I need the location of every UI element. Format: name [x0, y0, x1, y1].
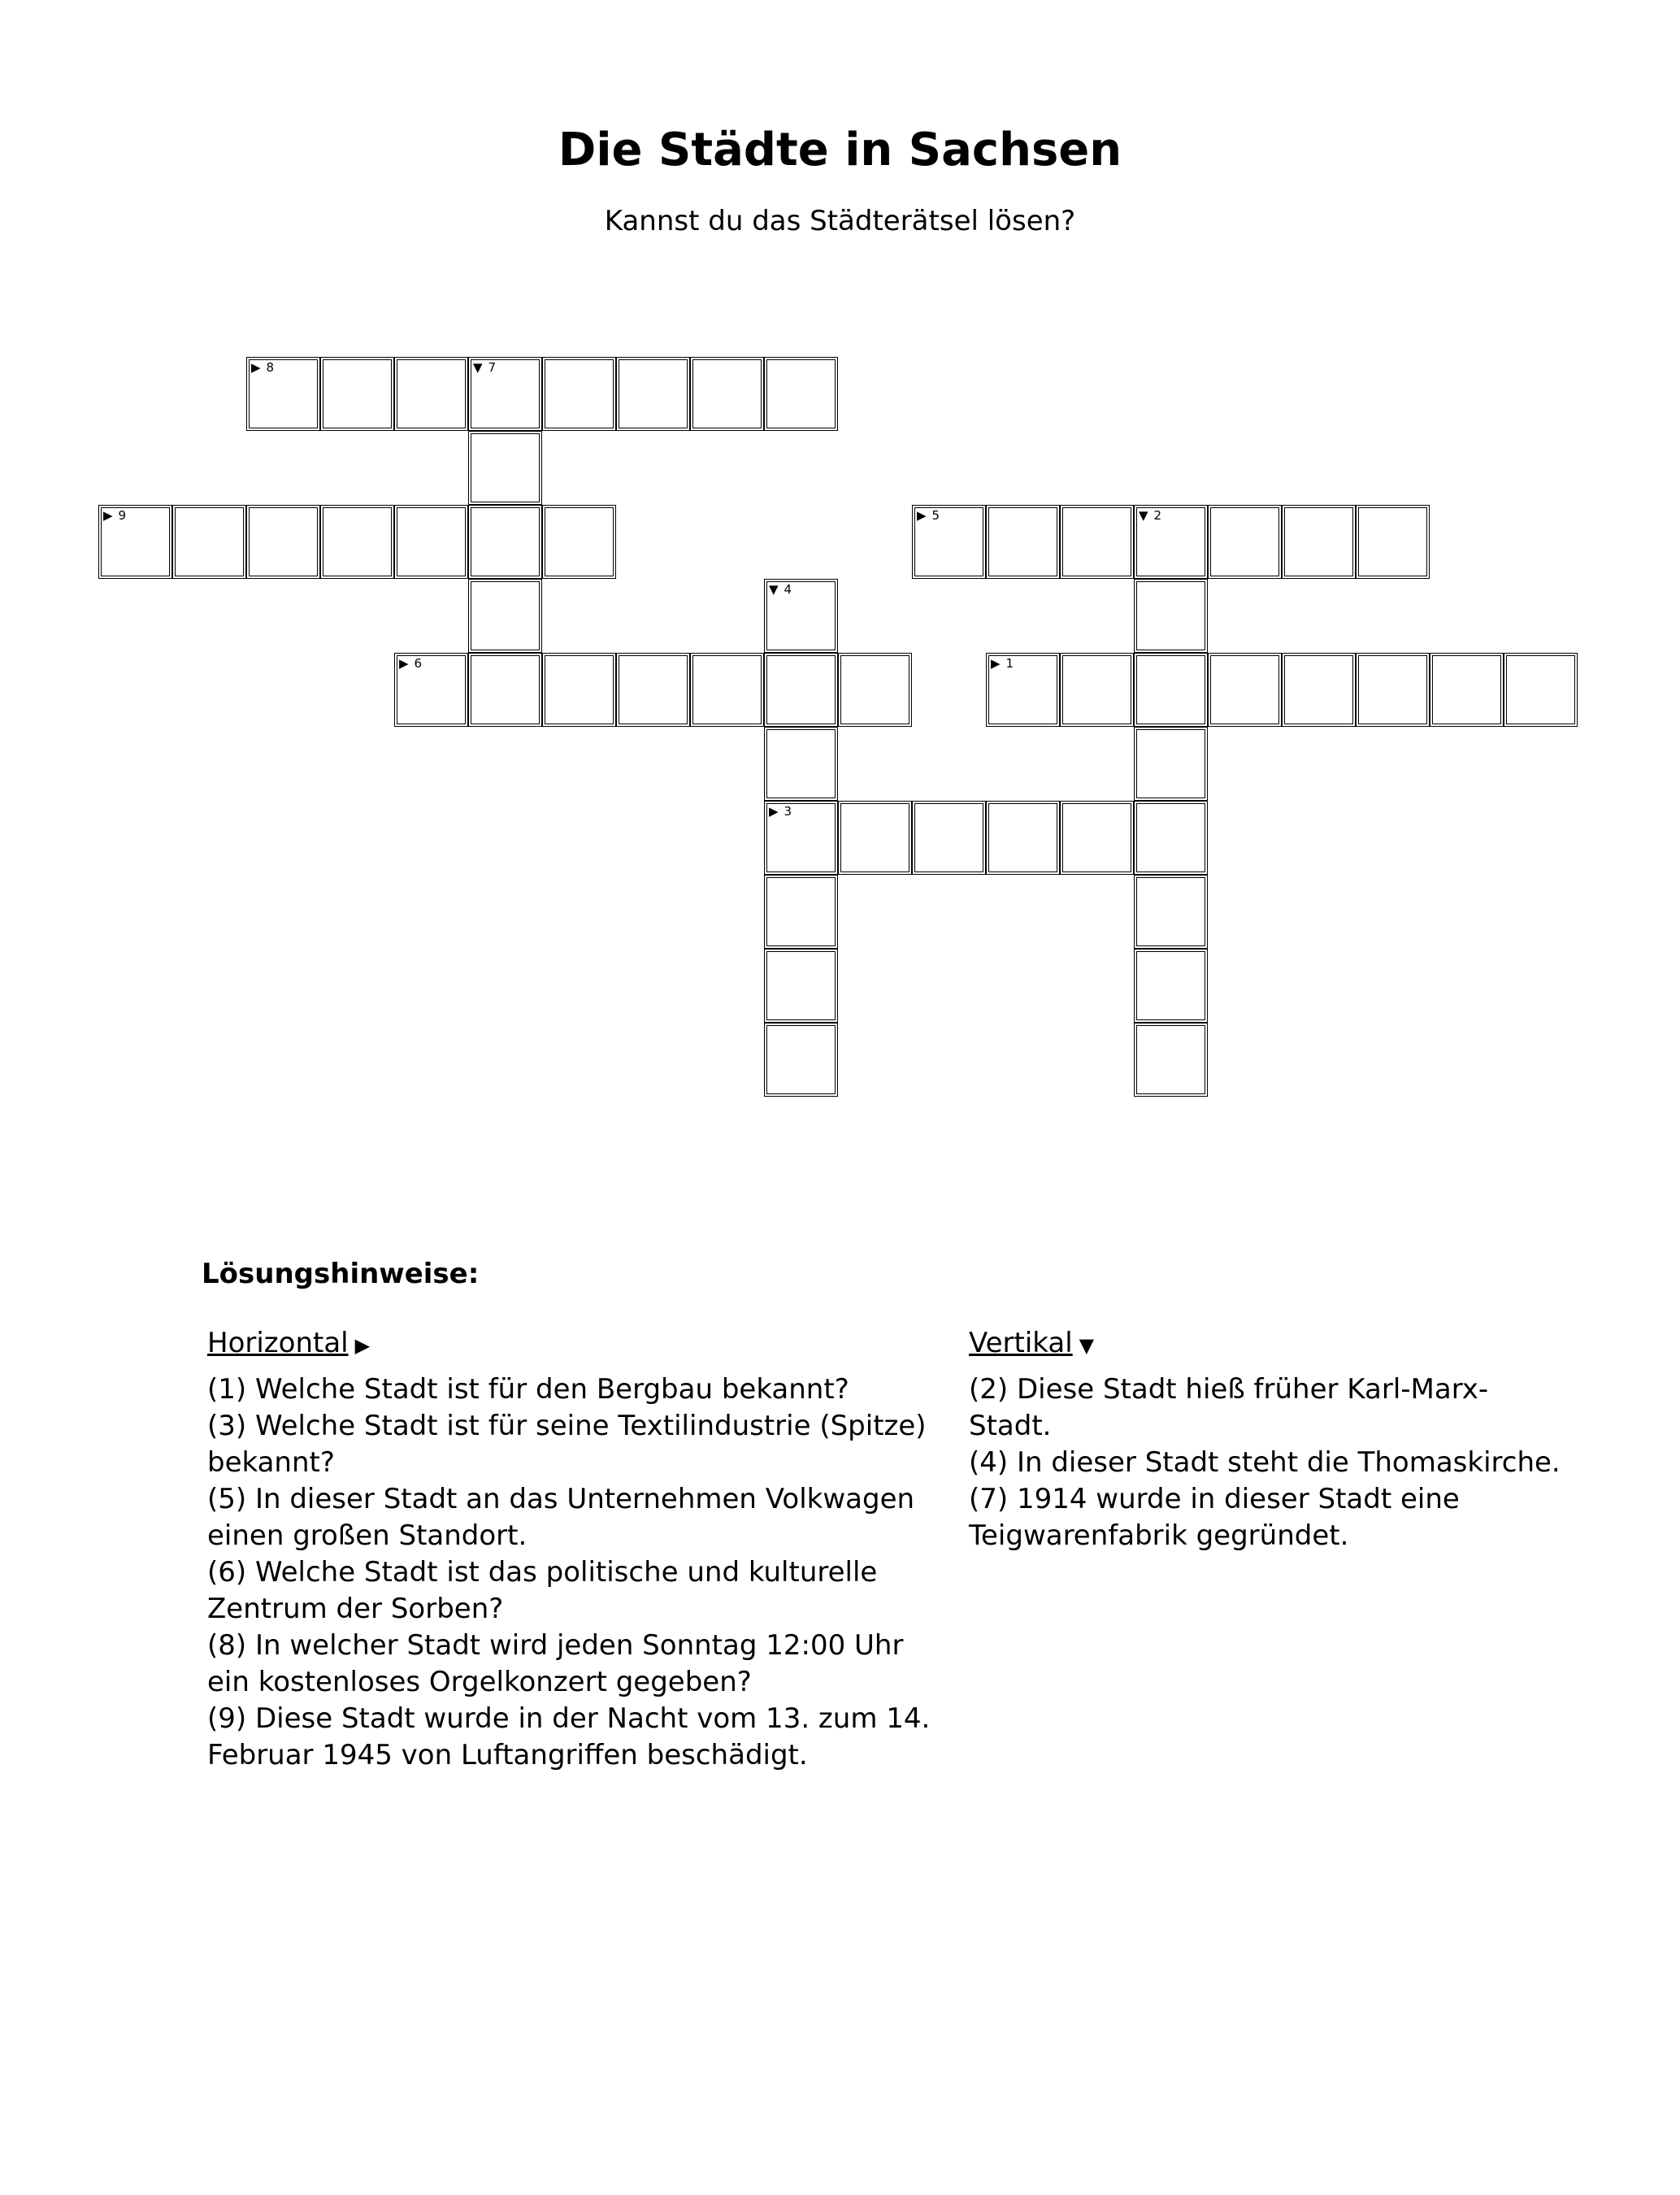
- crossword-cell[interactable]: [986, 801, 1060, 875]
- crossword-cell[interactable]: [1430, 653, 1504, 727]
- down-arrow-icon: ▼: [1079, 1334, 1095, 1357]
- crossword-cell[interactable]: [986, 505, 1060, 579]
- clue-down-2: (2) Diese Stadt hieß früher Karl-Marx-Stadt.: [969, 1373, 1489, 1442]
- clue-number: 9: [118, 508, 127, 523]
- clue-number: 3: [784, 804, 792, 819]
- clue-number-label: [991, 657, 1014, 671]
- clue-number: 7: [488, 360, 497, 375]
- crossword-cell[interactable]: [764, 875, 838, 949]
- vertical-clues: [969, 1325, 1570, 1554]
- clue-number: 2: [1153, 508, 1162, 523]
- crossword-cell[interactable]: [616, 357, 690, 431]
- crossword-cell[interactable]: [1134, 875, 1208, 949]
- crossword-cell[interactable]: [1282, 653, 1356, 727]
- down-arrow-icon: ▼: [473, 360, 483, 375]
- clue-down-7: (7) 1914 wurde in dieser Stadt eine Teigwarenfabrik gegründet.: [969, 1483, 1460, 1552]
- crossword-cell[interactable]: [1060, 653, 1134, 727]
- crossword-cell[interactable]: [764, 949, 838, 1023]
- right-arrow-icon: ▶: [769, 804, 779, 819]
- clue-number: 8: [266, 360, 275, 375]
- crossword-cell[interactable]: [690, 653, 764, 727]
- clue-number-label: [1139, 509, 1161, 523]
- clue-number: 1: [1005, 656, 1014, 671]
- crossword-cell[interactable]: [912, 505, 986, 579]
- hints-heading: Lösungshinweise:: [202, 1258, 480, 1290]
- crossword-cell[interactable]: [986, 653, 1060, 727]
- crossword-cell[interactable]: [764, 1023, 838, 1097]
- crossword-cell[interactable]: [1208, 653, 1282, 727]
- crossword-cell[interactable]: [1134, 727, 1208, 801]
- down-arrow-icon: ▼: [769, 582, 779, 597]
- crossword-cell[interactable]: [468, 505, 542, 579]
- clue-number-label: [399, 657, 422, 671]
- clue-number: 4: [784, 582, 792, 597]
- crossword-cell[interactable]: [468, 357, 542, 431]
- crossword-cell[interactable]: [1356, 653, 1430, 727]
- clue-across-9: (9) Diese Stadt wurde in der Nacht vom 13. zum 14. Februar 1945 von Luftangriffen beschädigt.: [207, 1702, 931, 1771]
- crossword-cell[interactable]: [764, 801, 838, 875]
- right-arrow-icon: ▶: [251, 360, 261, 375]
- clue-number-label: [917, 509, 940, 523]
- clue-number-label: [769, 583, 792, 597]
- crossword-cell[interactable]: [764, 357, 838, 431]
- crossword-cell[interactable]: [1134, 801, 1208, 875]
- crossword-cell[interactable]: [394, 505, 468, 579]
- crossword-cell[interactable]: [246, 357, 320, 431]
- horizontal-heading: Horizontal: [207, 1327, 349, 1359]
- crossword-cell[interactable]: [542, 357, 616, 431]
- clue-number-label: [251, 361, 274, 375]
- crossword-cell[interactable]: [394, 653, 468, 727]
- clue-across-1: (1) Welche Stadt ist für den Bergbau bekannt?: [207, 1373, 849, 1406]
- crossword-cell[interactable]: [1134, 579, 1208, 653]
- crossword-cell[interactable]: [1060, 505, 1134, 579]
- crossword-cell[interactable]: [1134, 1023, 1208, 1097]
- crossword-cell[interactable]: [394, 357, 468, 431]
- right-arrow-icon: ▶: [354, 1334, 371, 1357]
- crossword-cell[interactable]: [320, 505, 394, 579]
- crossword-cell[interactable]: [912, 801, 986, 875]
- page-title: Die Städte in Sachsen: [558, 124, 1122, 176]
- crossword-cell[interactable]: [542, 505, 616, 579]
- right-arrow-icon: ▶: [399, 656, 409, 671]
- crossword-cell[interactable]: [764, 579, 838, 653]
- clue-across-3: (3) Welche Stadt ist für seine Textilindustrie (Spitze) bekannt?: [207, 1410, 927, 1479]
- crossword-cell[interactable]: [1208, 505, 1282, 579]
- crossword-cell[interactable]: [98, 505, 172, 579]
- clue-number-label: [473, 361, 496, 375]
- crossword-cell[interactable]: [468, 431, 542, 505]
- clue-across-6: (6) Welche Stadt ist das politische und kulturelle Zentrum der Sorben?: [207, 1556, 878, 1625]
- crossword-cell[interactable]: [1134, 653, 1208, 727]
- horizontal-clues: [207, 1325, 947, 1774]
- crossword-cell[interactable]: [468, 579, 542, 653]
- clue-across-8: (8) In welcher Stadt wird jeden Sonntag 12:00 Uhr ein kostenloses Orgelkonzert gegeben?: [207, 1629, 904, 1698]
- clue-number-label: [103, 509, 126, 523]
- clue-number: 5: [931, 508, 940, 523]
- crossword-cell[interactable]: [838, 653, 912, 727]
- clue-across-5: (5) In dieser Stadt an das Unternehmen Volkwagen einen großen Standort.: [207, 1483, 915, 1552]
- crossword-cell[interactable]: [1356, 505, 1430, 579]
- crossword-cell[interactable]: [320, 357, 394, 431]
- right-arrow-icon: ▶: [103, 508, 113, 523]
- crossword-cell[interactable]: [468, 653, 542, 727]
- crossword-cell[interactable]: [1504, 653, 1578, 727]
- clue-number-label: [769, 805, 792, 819]
- clue-number: 6: [414, 656, 423, 671]
- crossword-cell[interactable]: [764, 653, 838, 727]
- crossword-cell[interactable]: [764, 727, 838, 801]
- crossword-cell[interactable]: [246, 505, 320, 579]
- right-arrow-icon: ▶: [917, 508, 927, 523]
- clue-down-4: (4) In dieser Stadt steht die Thomaskirche.: [969, 1446, 1561, 1479]
- crossword-cell[interactable]: [1134, 505, 1208, 579]
- vertical-heading: Vertikal: [969, 1327, 1073, 1359]
- crossword-cell[interactable]: [542, 653, 616, 727]
- down-arrow-icon: ▼: [1139, 508, 1148, 523]
- crossword-cell[interactable]: [1282, 505, 1356, 579]
- crossword-cell[interactable]: [1060, 801, 1134, 875]
- page-subtitle: Kannst du das Städterätsel lösen?: [604, 205, 1076, 237]
- crossword-cell[interactable]: [1134, 949, 1208, 1023]
- crossword-cell[interactable]: [616, 653, 690, 727]
- crossword-cell[interactable]: [690, 357, 764, 431]
- crossword-cell[interactable]: [838, 801, 912, 875]
- crossword-cell[interactable]: [172, 505, 246, 579]
- right-arrow-icon: ▶: [991, 656, 1001, 671]
